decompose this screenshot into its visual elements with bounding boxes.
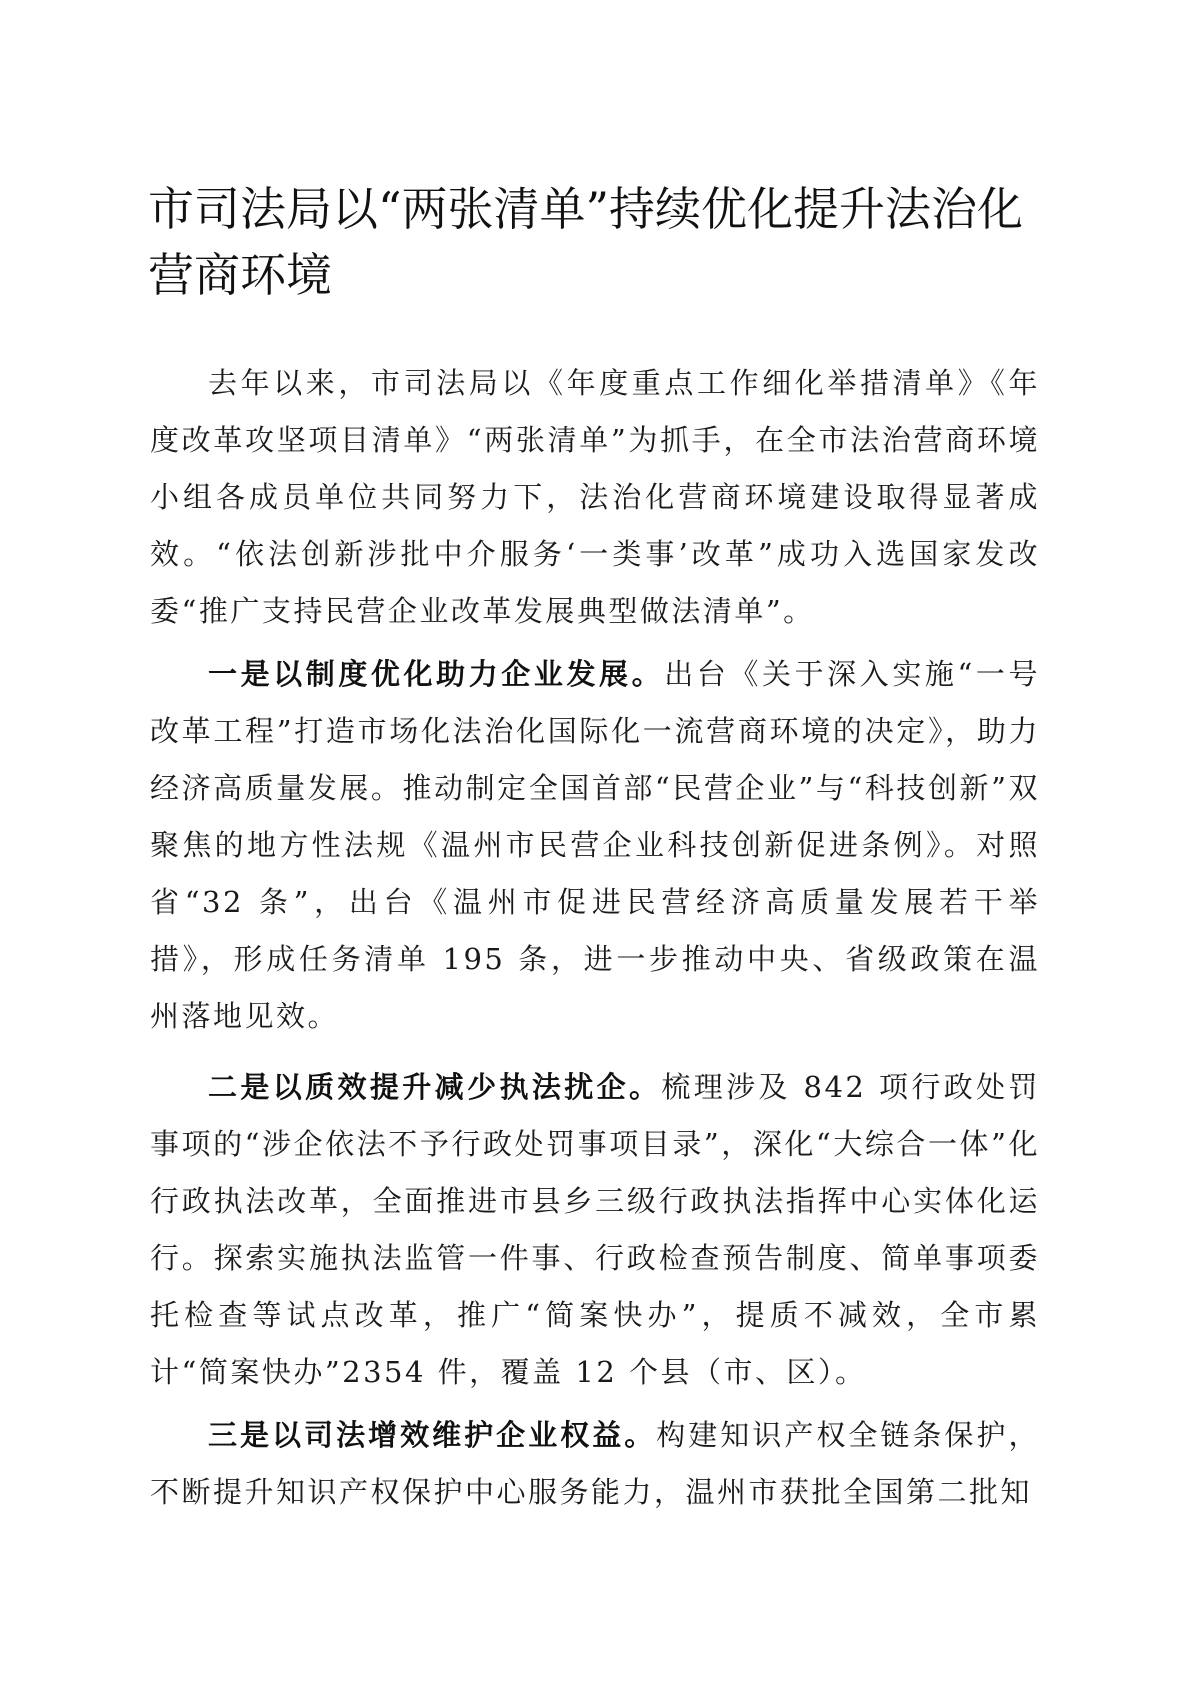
paragraph-text: 出台《关于深入实施“一号改革工程”打造市场化法治化国际化一流营商环境的决定》，助力经济高质量发展。推动制定全国首部“民营企业”与“科技创新”双聚焦的地方性法规《温州市民营企业科技创新促进条例》。对照省“32 条”，出台《温州市促进民营经济高质量发展若干举措》，形成任务清单 195 条，进一步推动中央、省级政策在温州落地见效。 xyxy=(150,657,1040,1033)
paragraph-text: 构建知识产权全链条保护，不断提升知识产权保护中心服务能力，温州市获批全国第二批知 xyxy=(150,1418,1040,1509)
paragraph-lead: 二是以质效提升减少执法扰企。 xyxy=(208,1070,662,1104)
paragraph-item-1 xyxy=(150,646,1040,1045)
document-title: 市司法局以“两张清单”持续优化提升法治化营商环境 xyxy=(148,182,1024,302)
paragraph-lead: 三是以司法增效维护企业权益。 xyxy=(208,1418,657,1452)
document-body xyxy=(150,355,1040,1521)
paragraph-lead: 一是以制度优化助力企业发展。 xyxy=(208,657,665,691)
paragraph-item-3 xyxy=(150,1407,1040,1521)
paragraph-text: 梳理涉及 842 项行政处罚事项的“涉企依法不予行政处罚事项目录”，深化“大综合一体”化行政执法改革，全面推进市县乡三级行政执法指挥中心实体化运行。探索实施执法监管一件事、行政检查预告制度、简单事项委托检查等试点改革，推广“简案快办”，提质不减效，全市累计“简案快办”2354 件，覆盖 12 个县（市、区）。 xyxy=(150,1070,1040,1389)
paragraph-intro xyxy=(150,355,1040,640)
paragraph-item-2 xyxy=(150,1059,1040,1401)
paragraph-text: 去年以来，市司法局以《年度重点工作细化举措清单》《年度改革攻坚项目清单》“两张清单”为抓手，在全市法治营商环境小组各成员单位共同努力下，法治化营商环境建设取得显著成效。“依法创新涉批中介服务‘一类事’改革”成功入选国家发改委“推广支持民营企业改革发展典型做法清单”。 xyxy=(150,366,1040,628)
